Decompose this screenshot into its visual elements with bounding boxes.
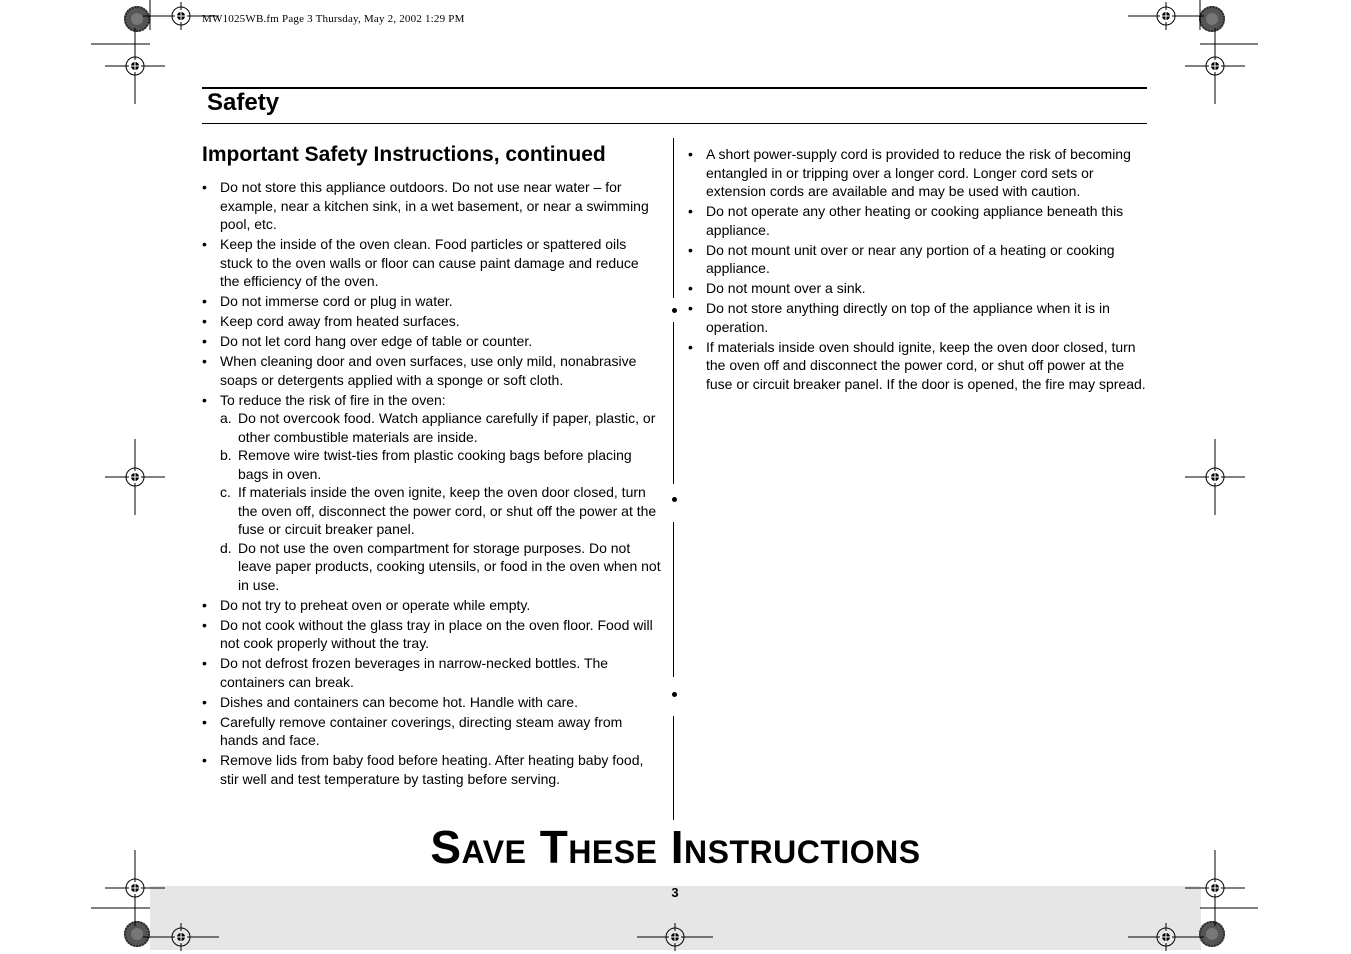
sub-item <box>220 446 662 483</box>
divider-dot <box>672 308 677 313</box>
header-top-rule <box>202 87 1147 89</box>
sub-item-marker: d. <box>220 539 232 556</box>
sub-item-marker: b. <box>220 447 232 463</box>
sub-item <box>220 409 662 446</box>
sub-item-text: If materials inside the oven ignite, keep the oven door closed, turn the oven off, disconnect the power cord, or shut off the power at the fuse or circuit breaker panel. <box>238 484 657 537</box>
sub-item-marker: a. <box>220 410 232 426</box>
list-item: • Do not mount over a sink. <box>688 279 1148 298</box>
sub-item <box>220 539 662 595</box>
list-item-text: To reduce the risk of fire in the oven: <box>220 391 446 408</box>
list-item: • Dishes and containers can become hot. Handle with care. <box>202 693 662 712</box>
divider-dot <box>672 497 677 502</box>
list-item: • Keep cord away from heated surfaces. <box>202 312 662 331</box>
section-subheading: Important Safety Instructions, continued <box>202 143 606 166</box>
list-item: • When cleaning door and oven surfaces, use only mild, nonabrasive soaps or detergents applied with a sponge or soft cloth. <box>202 352 662 389</box>
sub-item-text: Do not use the oven compartment for storage purposes. Do not leave paper products, cooking utensils, or food in the oven when not in use. <box>238 539 661 593</box>
page-number: 3 <box>671 885 679 900</box>
save-instructions-title: Save These Instructions <box>430 821 921 873</box>
file-info: MW1025WB.fm Page 3 Thursday, May 2, 2002 1:29 PM <box>202 13 465 25</box>
list-item: • If materials inside oven should ignite, keep the oven door closed, turn the oven off and disconnect the power cord, or shut off power at the fuse or circuit breaker panel. If the door is opened, the fire may spread. <box>688 338 1148 394</box>
column-divider <box>673 716 674 820</box>
list-item: • Do not operate any other heating or cooking appliance beneath this appliance. <box>688 202 1148 239</box>
left-column <box>202 142 662 790</box>
list-item: • Do not defrost frozen beverages in narrow-necked bottles. The containers can break. <box>202 654 662 691</box>
column-divider <box>673 322 674 484</box>
list-item: • Do not try to preheat oven or operate while empty. <box>202 596 662 615</box>
list-item: • Do not mount unit over or near any portion of a heating or cooking appliance. <box>688 241 1148 278</box>
sub-item-text: Do not overcook food. Watch appliance carefully if paper, plastic, or other combustible materials are inside. <box>238 410 656 445</box>
list-item: • Do not store this appliance outdoors. Do not use near water – for example, near a kitchen sink, in a wet basement, or near a swimming pool, etc. <box>202 178 662 234</box>
instruction-list-right <box>688 145 1148 393</box>
fire-sublist <box>220 409 662 594</box>
divider-dot <box>672 692 677 697</box>
sub-item <box>220 483 662 539</box>
column-divider <box>673 522 674 677</box>
list-item: • Do not immerse cord or plug in water. <box>202 292 662 311</box>
list-item: • Do not store anything directly on top of the appliance when it is in operation. <box>688 299 1148 336</box>
list-item: • Do not let cord hang over edge of table or counter. <box>202 332 662 351</box>
column-divider <box>673 138 674 298</box>
section-title: Safety <box>207 89 280 116</box>
list-item-fire <box>202 391 662 595</box>
list-item: • Do not cook without the glass tray in place on the oven floor. Food will not cook properly without the tray. <box>202 616 662 653</box>
list-item: • Keep the inside of the oven clean. Food particles or spattered oils stuck to the oven walls or floor can cause paint damage and reduce the efficiency of the oven. <box>202 235 662 291</box>
header-bottom-rule <box>202 123 1147 124</box>
sub-item-text: Remove wire twist-ties from plastic cooking bags before placing bags in oven. <box>238 447 632 482</box>
sub-item-marker: c. <box>220 484 231 500</box>
instruction-list-left <box>202 178 662 788</box>
list-item: • Remove lids from baby food before heating. After heating baby food, stir well and test temperature by tasting before serving. <box>202 751 662 788</box>
right-column <box>688 145 1148 395</box>
list-item: • A short power-supply cord is provided to reduce the risk of becoming entangled in or tripping over a longer cord. Longer cord sets or extension cords are available and may be used with caution. <box>688 145 1148 201</box>
list-item: • Carefully remove container coverings, directing steam away from hands and face. <box>202 713 662 750</box>
